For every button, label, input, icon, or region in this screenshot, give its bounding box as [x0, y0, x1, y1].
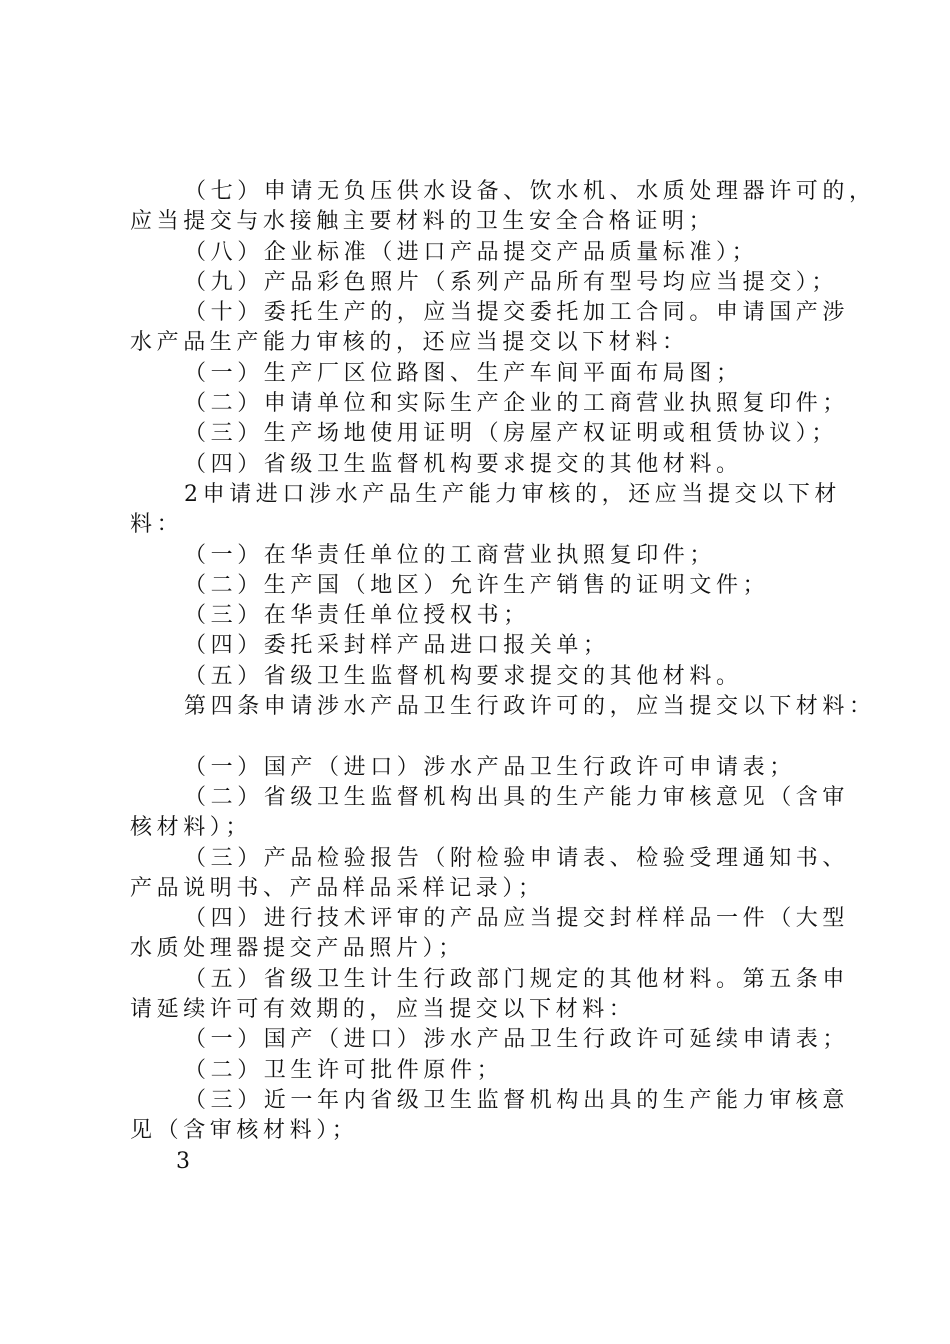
- text-line: 水产品生产能力审核的，还应当提交以下材料：: [130, 330, 689, 356]
- text-line: （五）省级卫生监督机构要求提交的其他材料。: [184, 663, 743, 689]
- text-line: 第四条申请涉水产品卫生行政许可的，应当提交以下材料：: [184, 694, 876, 720]
- text-line: （二）生产国（地区）允许生产销售的证明文件；: [184, 572, 770, 598]
- text-line: （十）委托生产的，应当提交委托加工合同。申请国产涉: [184, 300, 850, 326]
- text-line: 核材料）；: [130, 815, 253, 841]
- text-line: （五）省级卫生计生行政部门规定的其他材料。第五条申: [184, 966, 850, 992]
- document-body: [130, 177, 876, 1177]
- text-line: 2申请进口涉水产品生产能力审核的，还应当提交以下材: [184, 481, 841, 507]
- text-line: （九）产品彩色照片（系列产品所有型号均应当提交）；: [184, 269, 839, 295]
- text-line: （四）省级卫生监督机构要求提交的其他材料。: [184, 451, 743, 477]
- text-line: （一）国产（进口）涉水产品卫生行政许可延续申请表；: [184, 1027, 850, 1053]
- text-line: （八）企业标准（进口产品提交产品质量标准）；: [184, 239, 759, 265]
- text-line: （四）委托采封样产品进口报关单；: [184, 633, 610, 659]
- text-line: （三）产品检验报告（附检验申请表、检验受理通知书、: [184, 845, 850, 871]
- text-line: （二）申请单位和实际生产企业的工商营业执照复印件；: [184, 391, 850, 417]
- text-line: 产品说明书、产品样品采样记录）；: [130, 875, 545, 901]
- page-number: 3: [176, 1148, 190, 1174]
- text-line: （三）生产场地使用证明（房屋产权证明或租赁协议）；: [184, 421, 839, 447]
- text-line: （三）近一年内省级卫生监督机构出具的生产能力审核意: [184, 1087, 850, 1113]
- text-line: （一）国产（进口）涉水产品卫生行政许可申请表；: [184, 754, 796, 780]
- text-line: （四）进行技术评审的产品应当提交封样样品一件（大型: [184, 906, 850, 932]
- text-line: （三）在华责任单位授权书；: [184, 603, 530, 629]
- text-line: 料：: [130, 512, 184, 538]
- text-line: （七）申请无负压供水设备、饮水机、水质处理器许可的，: [184, 179, 876, 204]
- text-line: （一）在华责任单位的工商营业执照复印件；: [184, 542, 717, 568]
- text-line: 见（含审核材料）；: [130, 1118, 359, 1144]
- text-line: （二）省级卫生监督机构出具的生产能力审核意见（含审: [184, 784, 850, 810]
- blank-line: [130, 722, 830, 752]
- text-line: 请延续许可有效期的，应当提交以下材料：: [130, 997, 636, 1023]
- text-line: （一）生产厂区位路图、生产车间平面布局图；: [184, 360, 743, 386]
- text-line: （二）卫生许可批件原件；: [184, 1057, 504, 1083]
- text-line: 应当提交与水接触主要材料的卫生安全合格证明；: [130, 209, 716, 235]
- paragraph-lines: [130, 177, 876, 1147]
- text-line: 水质处理器提交产品照片）；: [130, 936, 465, 962]
